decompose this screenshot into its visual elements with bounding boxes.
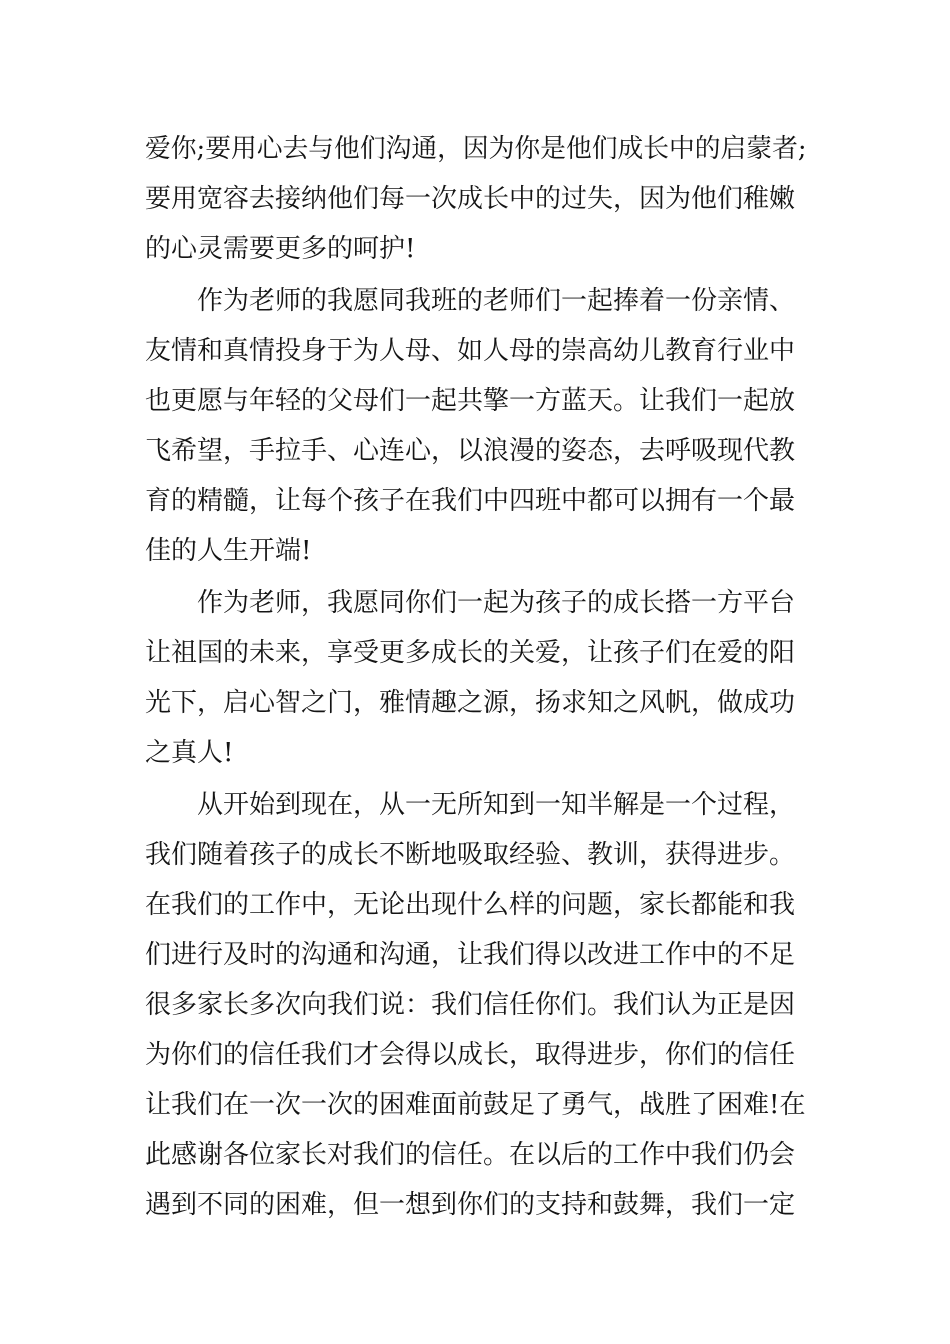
- text-line: 也更愿与年轻的父母们一起共擎一方蓝天。让我们一起放: [145, 386, 796, 416]
- text-line: 友情和真情投身于为人母、如人母的崇高幼儿教育行业中: [145, 336, 796, 366]
- text-line: 为你们的信任我们才会得以成长，取得进步，你们的信任: [145, 1040, 796, 1070]
- paragraph-first-line: 从开始到现在，从一无所知到一知半解是一个过程，: [197, 790, 796, 820]
- text-line: 育的精髓，让每个孩子在我们中四班中都可以拥有一个最: [145, 486, 796, 516]
- text-line: 要用宽容去接纳他们每一次成长中的过失，因为他们稚嫩: [145, 184, 796, 214]
- text-line: 之真人!: [145, 738, 234, 768]
- text-line: 佳的人生开端!: [145, 536, 312, 566]
- text-line: 的心灵需要更多的呵护!: [145, 234, 416, 264]
- text-line: 爱你;要用心去与他们沟通，因为你是他们成长中的启蒙者;: [145, 134, 807, 164]
- text-line: 光下，启心智之门，雅情趣之源，扬求知之风帆，做成功: [145, 688, 796, 718]
- text-line: 让祖国的未来，享受更多成长的关爱，让孩子们在爱的阳: [145, 638, 796, 668]
- text-line: 很多家长多次向我们说：我们信任你们。我们认为正是因: [145, 990, 796, 1020]
- text-line: 我们随着孩子的成长不断地吸取经验、教训，获得进步。: [145, 840, 796, 870]
- text-line: 飞希望，手拉手、心连心，以浪漫的姿态，去呼吸现代教: [145, 436, 796, 466]
- text-line: 让我们在一次一次的困难面前鼓足了勇气，战胜了困难!在: [145, 1090, 806, 1120]
- paragraph-first-line: 作为老师的我愿同我班的老师们一起捧着一份亲情、: [197, 286, 796, 316]
- text-line: 此感谢各位家长对我们的信任。在以后的工作中我们仍会: [145, 1140, 796, 1170]
- paragraph-first-line: 作为老师，我愿同你们一起为孩子的成长搭一方平台: [197, 588, 796, 618]
- text-line: 遇到不同的困难，但一想到你们的支持和鼓舞，我们一定: [145, 1190, 796, 1220]
- text-line: 在我们的工作中，无论出现什么样的问题，家长都能和我: [145, 890, 796, 920]
- text-line: 们进行及时的沟通和沟通，让我们得以改进工作中的不足: [145, 940, 796, 970]
